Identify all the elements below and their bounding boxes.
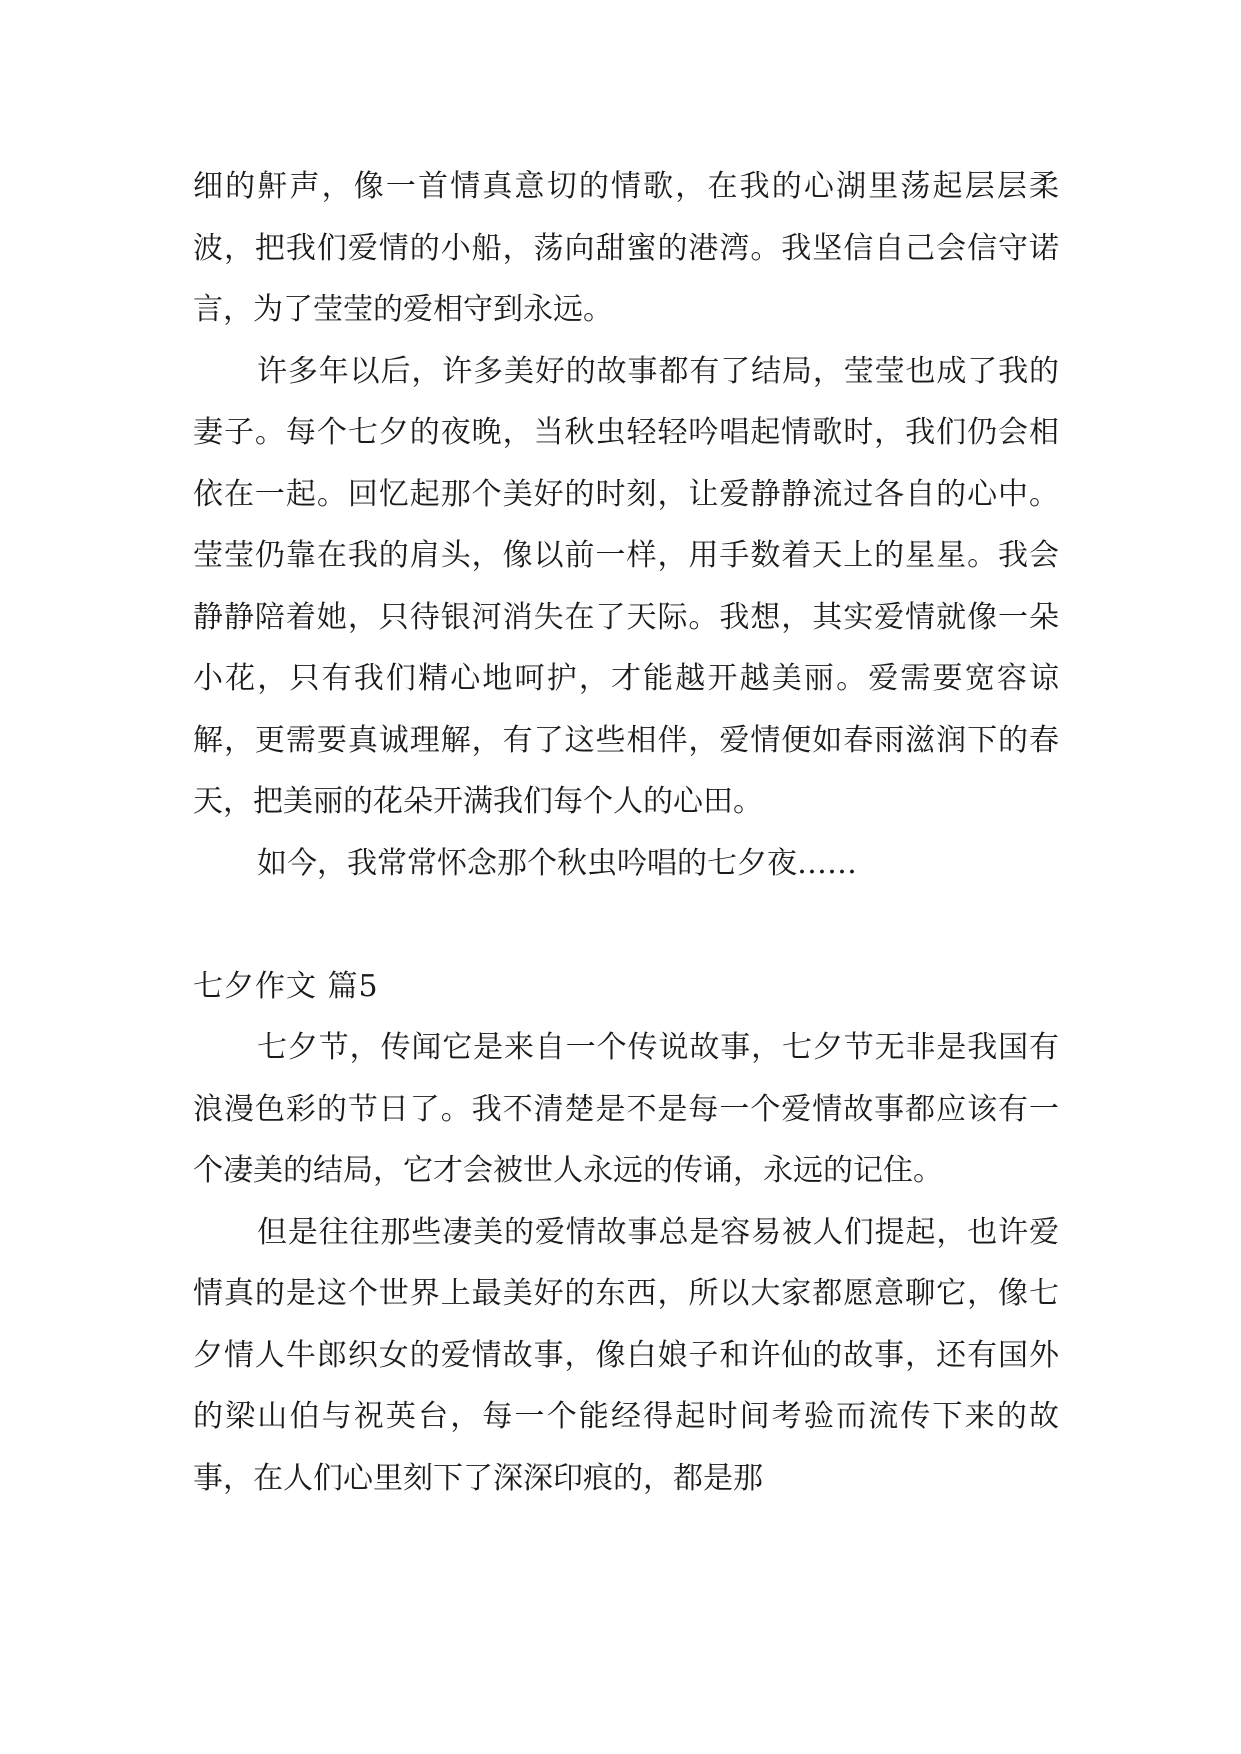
paragraph: 细的鼾声，像一首情真意切的情歌，在我的心湖里荡起层层柔波，把我们爱情的小船，荡向甜蜜的港湾。我坚信自己会信守诺言，为了莹莹的爱相守到永远。 <box>193 169 1059 327</box>
section-heading: 七夕作文 篇5 <box>193 968 379 1004</box>
paragraph: 许多年以后，许多美好的故事都有了结局，莹莹也成了我的妻子。每个七夕的夜晚，当秋虫轻轻吟唱起情歌时，我们仍会相依在一起。回忆起那个美好的时刻，让爱静静流过各自的心中。莹莹仍靠在我的肩头，像以前一样，用手数着天上的星星。我会静静陪着她，只待银河消失在了天际。我想，其实爱情就像一朵小花，只有我们精心地呵护，才能越开越美丽。爱需要宽容谅解，更需要真诚理解，有了这些相伴，爱情便如春雨滋润下的春天，把美丽的花朵开满我们每个人的心田。 <box>193 353 1059 819</box>
paragraph: 但是往往那些凄美的爱情故事总是容易被人们提起，也许爱情真的是这个世界上最美好的东西，所以大家都愿意聊它，像七夕情人牛郎织女的爱情故事，像白娘子和许仙的故事，还有国外的梁山伯与祝英台，每一个能经得起时间考验而流传下来的故事，在人们心里刻下了深深印痕的，都是那 <box>193 1214 1059 1496</box>
paragraph-spacer <box>193 894 1059 956</box>
paragraph: 如今，我常常怀念那个秋虫吟唱的七夕夜…… <box>257 845 857 881</box>
document-body <box>193 156 1059 1509</box>
paragraph: 七夕节，传闻它是来自一个传说故事，七夕节无非是我国有浪漫色彩的节日了。我不清楚是不是每一个爱情故事都应该有一个凄美的结局，它才会被世人永远的传诵，永远的记住。 <box>193 1030 1059 1188</box>
